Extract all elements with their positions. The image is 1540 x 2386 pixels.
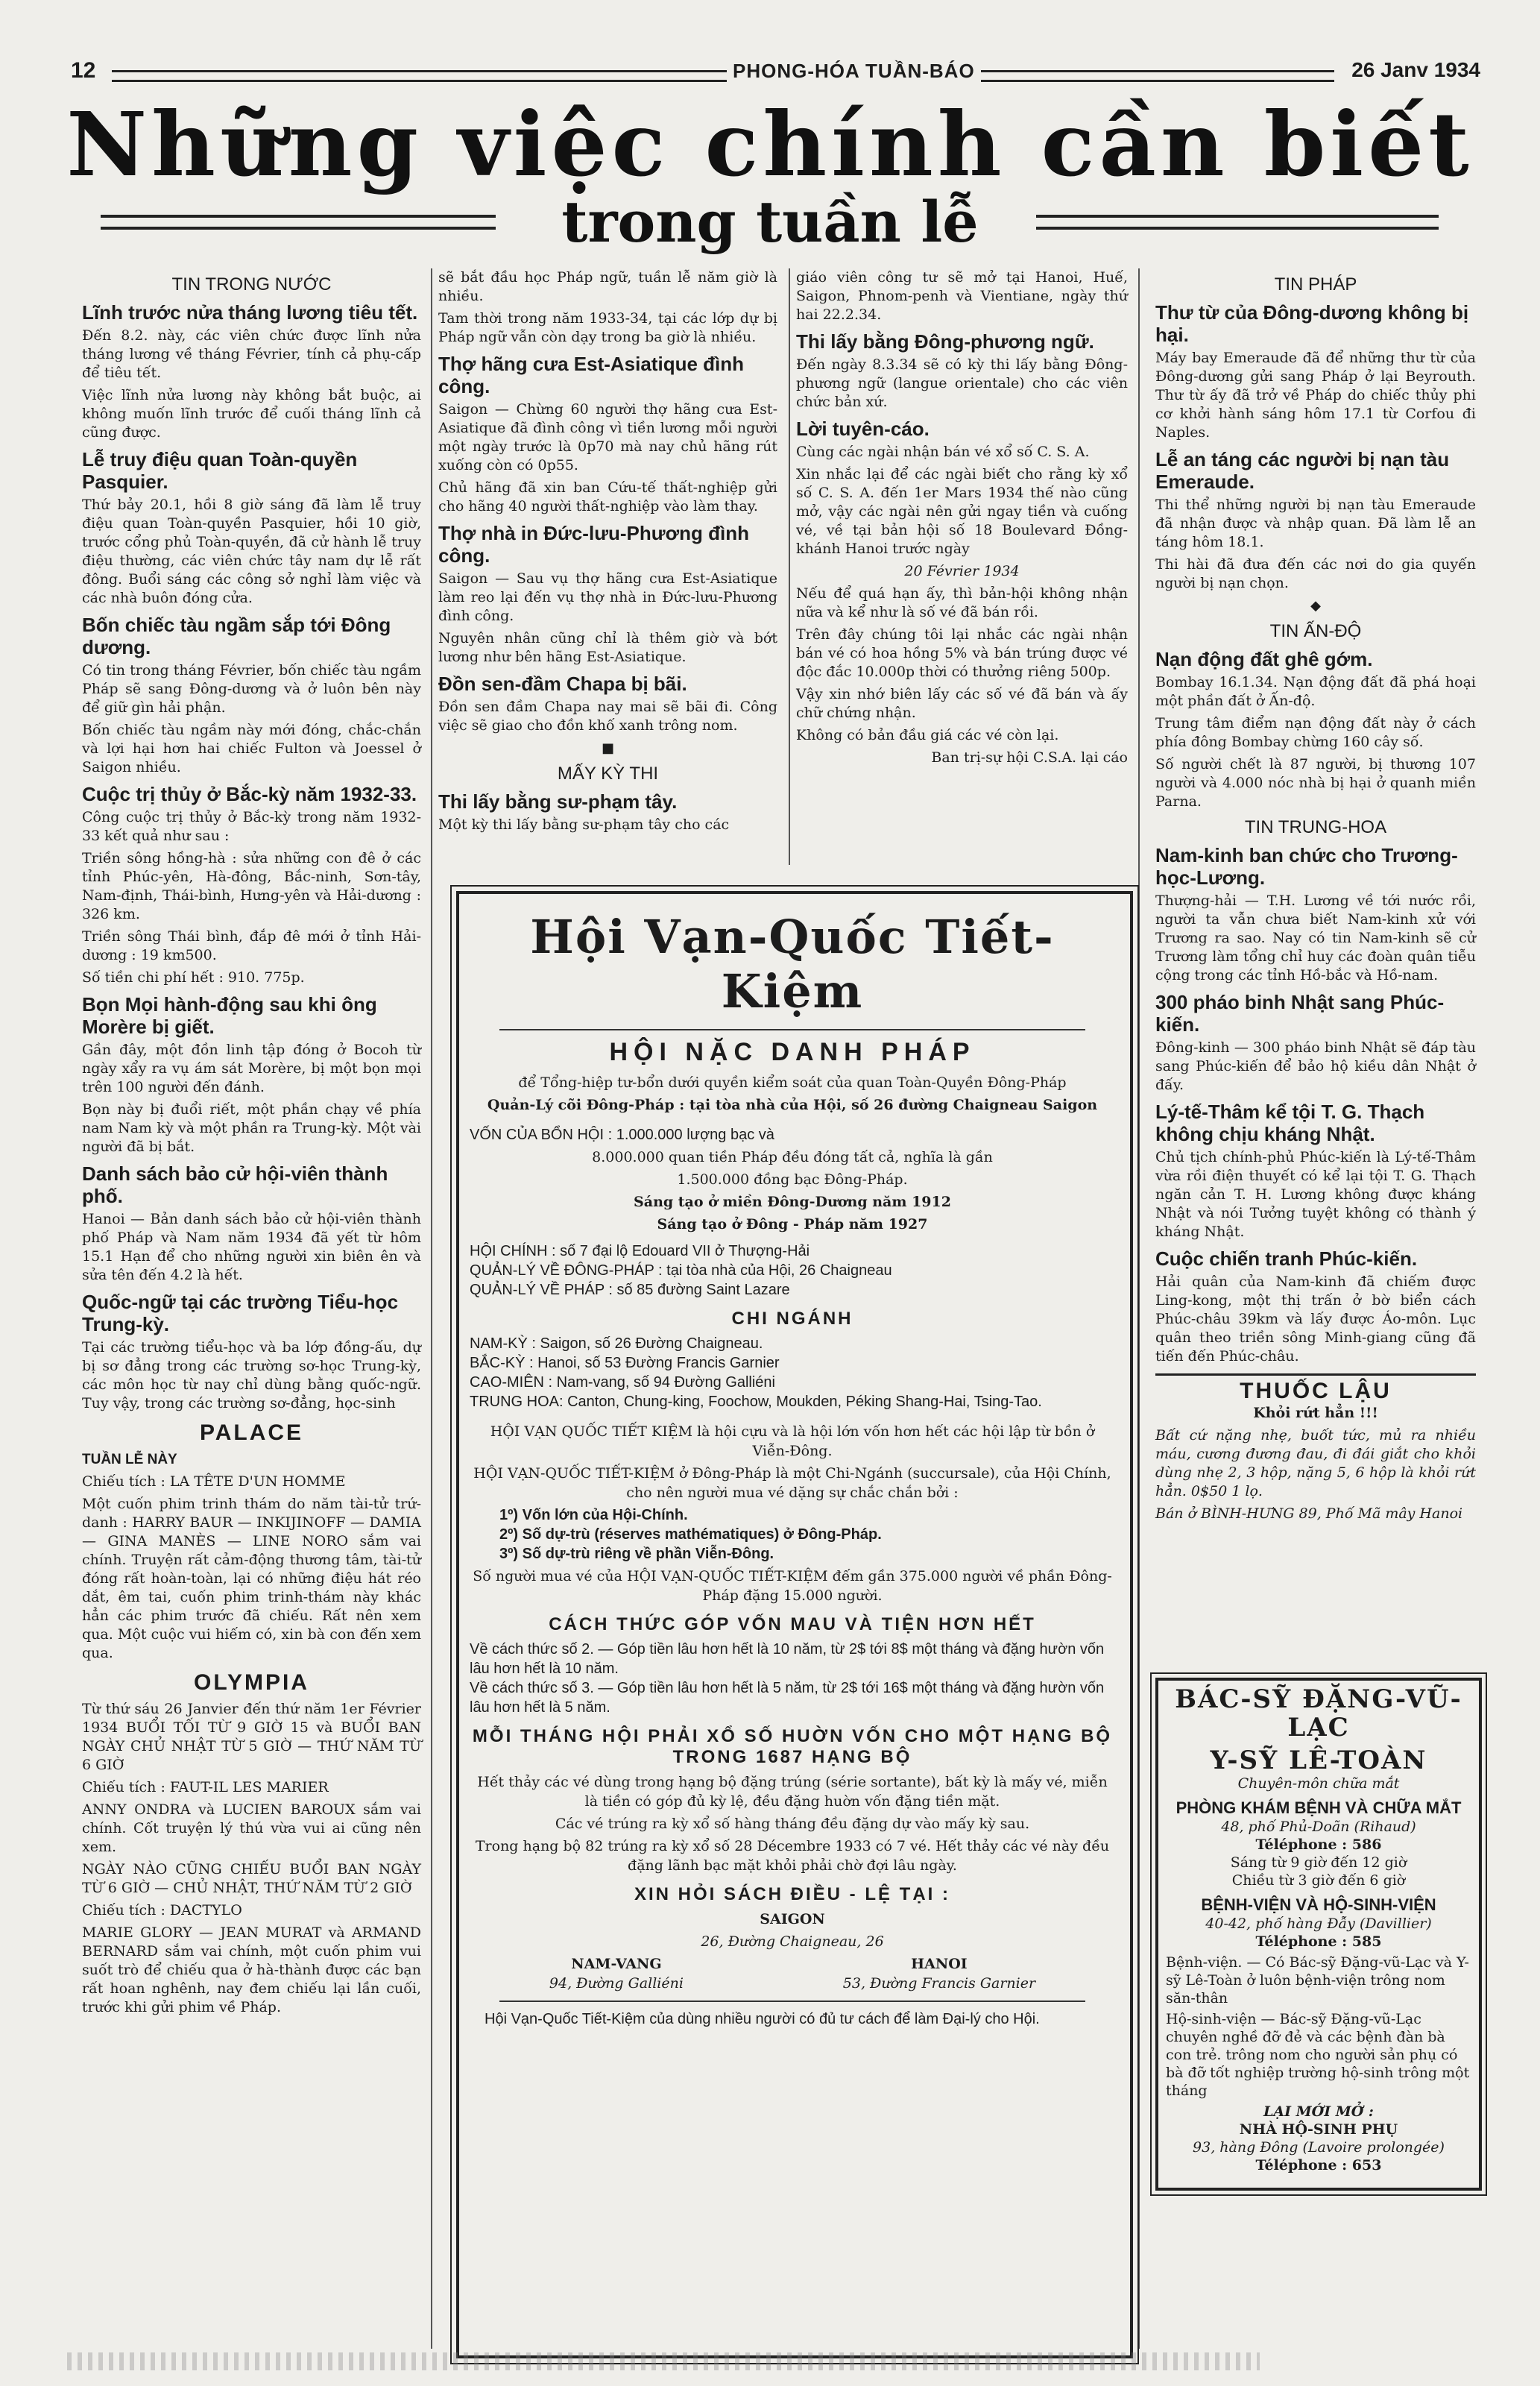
article-heading: Thư từ của Đông-dương không bị hại.: [1155, 301, 1469, 346]
article-text: Cùng các ngài nhận bán vé xổ số C. S. A.: [796, 444, 1090, 460]
article-text: Hanoi — Bản danh sách bảo cử hội-viên thành phố Pháp và Nam năm 1934 đã yết từ hôm 15.1 Hạn để cho những người xin biên ên và sửa tên đến 4.2 là hết.: [82, 1211, 421, 1283]
schedule-text: NGÀY NÀO CŨNG CHIẾU BUỔI BAN NGÀY TỪ 6 GIỜ — CHỦ NHẬT, THỨ NĂM TỪ 2 GIỜ: [82, 1861, 421, 1896]
schedule-text: Từ thứ sáu 26 Janvier đến thứ năm 1er Février 1934 BUỔI TỐI TỪ 9 GIỜ 15 và BUỔI BAN NGÀY CHỦ NHẬT TỪ 5 GIỜ — THỨ NĂM TỪ 6 GIỜ: [82, 1701, 421, 1773]
ad-list-item: 1º) Vốn lớn của Hội-Chính.: [499, 1507, 688, 1523]
ad-address-block: [549, 1954, 684, 1993]
page-footer-noise: [67, 2352, 1260, 2370]
article-text: Nguyên nhân cũng chỉ là thêm giờ và bớt lương như bên hãng Est-Asiatique.: [438, 630, 777, 665]
issue-date: 26 Janv 1934: [1344, 58, 1480, 82]
cinema-palace-title: PALACE: [199, 1420, 304, 1445]
article-text: Bombay 16.1.34. Nạn động đất đã phá hoại một phần đất ở Ấn-độ.: [1155, 674, 1476, 709]
page-header: [71, 58, 1480, 88]
article-heading: Thi lấy bằng Đông-phương ngữ.: [796, 330, 1094, 353]
specialty: Chuyên-môn chữa mắt: [1237, 1775, 1400, 1792]
article-text: Một kỳ thi lấy bằng sư-phạm tây cho các: [438, 816, 730, 833]
clinic-phone: Téléphone : 586: [1255, 1836, 1382, 1853]
hospital-phone: Téléphone : 585: [1255, 1933, 1382, 1950]
column-divider: [431, 268, 432, 2349]
article-heading: 300 pháo binh Nhật sang Phúc-kiến.: [1155, 991, 1445, 1036]
ad-paragraph: Trong hạng bộ 82 trúng ra kỳ xổ số 28 Décembre 1933 có 7 vé. Hết thảy các vé này đều đặng lãnh bạc mặt khỏi phải chờ đợi lâu ngày.: [475, 1838, 1110, 1874]
ad-heading: XIN HỎI SÁCH ĐIỀU - LỆ TẠI :: [634, 1884, 950, 1904]
hospital-title: BỆNH-VIỆN VÀ HỘ-SINH-VIỆN: [1201, 1895, 1436, 1914]
separator-icon: ■: [601, 740, 614, 756]
doctor-name: Y-SỸ LÊ-TOÀN: [1210, 1746, 1427, 1775]
ad-paragraph: Các vé trúng ra kỳ xổ số hàng tháng đều đặng dự vào mấy kỳ sau.: [555, 1816, 1030, 1832]
article-text: Thứ bảy 20.1, hồi 8 giờ sáng đã làm lễ truy điệu quan Toàn-quyền Pasquier, hồi 10 giờ, trước cổng phủ Toàn-quyền, đã cử hành lễ truy điệu thường, các viên chức tây nam dự lễ rất đông. Buổi sáng các công sở nghỉ làm việc và các nhà buôn đóng cửa.: [82, 497, 421, 606]
masthead: PHONG-HÓA TUẦN-BÁO: [727, 60, 981, 83]
article-heading: Lễ an táng các người bị nạn tàu Emeraude.: [1155, 448, 1450, 493]
article-heading: Danh sách bảo cử hội-viên thành phố.: [82, 1162, 388, 1207]
ad-heading: CÁCH THỨC GÓP VỐN MAU VÀ TIỆN HƠN HẾT: [549, 1614, 1036, 1634]
ad-line: 1.500.000 đồng bạc Đông-Pháp.: [677, 1171, 908, 1188]
ad-address-city: HANOI: [911, 1956, 968, 1972]
section-title: TIN ẤN-ĐỘ: [1269, 621, 1362, 641]
film-description: ANNY ONDRA và LUCIEN BAROUX sắm vai chính. Cốt truyện lý thú vừa vui ai cũng nên xem.: [82, 1801, 421, 1855]
article-text: Có tin trong tháng Février, bốn chiếc tàu ngầm Pháp sẽ sang Đông-dương và ở luôn bên này để giữ gìn hải phận.: [82, 662, 421, 716]
signature: Ban trị-sự hội C.S.A. lại cáo: [931, 749, 1128, 766]
separator-icon: ◆: [1310, 598, 1321, 614]
article-heading: Thợ hãng cưa Est-Asiatique đình công.: [438, 353, 745, 397]
article-text: Triền sông hồng-hà : sửa những con đê ở các tỉnh Phúc-yên, Hà-đông, Bắc-ninh, Sơn-tây, Nam-định, Thái-bình, Hưng-yên và Hải-dương : 326 km.: [82, 850, 421, 922]
article-text: Thượng-hải — T.H. Lương về tới nước rồi, người ta vẫn chưa biết Nam-kinh xử với Trương ra sao. Nay có tin Nam-kinh sẽ cử Trương làm tổng chỉ huy các đoàn quân tiễu cộng trong các tỉnh Hồ-bắc và Hồ-nam.: [1155, 893, 1476, 983]
article-text: Tam thời trong năm 1933-34, tại các lớp dự bị Pháp ngữ vẫn còn dạy trong ba giờ là nhiều.: [438, 310, 777, 345]
article-text: Không có bản đầu giá các vé còn lại.: [796, 727, 1059, 743]
article-text: Việc lĩnh nửa lương này không bắt buộc, ai không muốn lĩnh trước để cuối tháng lĩnh cả cũng được.: [82, 387, 421, 441]
maternity-text: Hộ-sinh-viện — Bác-sỹ Đặng-vũ-Lạc chuyên nghề đỡ đẻ và các bệnh đàn bà con trẻ. trông nom cho người sản phụ có bà đỡ tốt nghiệp trường hộ-sinh trông một tháng: [1166, 2011, 1470, 2099]
ad-rule: [499, 1029, 1085, 1030]
column-foreign-news: [1155, 268, 1476, 1527]
article-text: Triền sông Thái bình, đắp đê mới ở tỉnh Hải-dương : 19 km500.: [82, 928, 421, 963]
ad-heading: MỖI THÁNG HỘI PHẢI XỔ SỐ HUỜN VỐN CHO MỘT HẠNG BỘ TRONG 1687 HẠNG BỘ: [472, 1726, 1113, 1767]
article-heading: Thi lấy bằng sư-phạm tây.: [438, 790, 678, 813]
article-text: Saigon — Sau vụ thợ hãng cưa Est-Asiatique làm reo lại đến vụ thợ nhà in Đức-lưu-Phương đình công.: [438, 570, 777, 624]
medicine-ad-text: Bất cứ nặng nhẹ, buốt tức, mủ ra nhiều máu, cương đương đau, đi đái giắt cho khỏi dùng nhẹ 2, 3 hộp, nặng 5, 6 hộp là khỏi rứt hẳn. 0$50 1 lọ.: [1155, 1427, 1476, 1499]
article-text: Đồn sen đầm Chapa nay mai sẽ bãi đi. Công việc sẽ giao cho đồn khố xanh trông nom.: [438, 699, 777, 734]
article-text: Bọn này bị đuổi riết, một phần chạy về phía nam Nam kỳ và một phần ra Trung-kỳ. Một vài người đã bị bắt.: [82, 1101, 421, 1155]
article-heading: Lý-tế-Thâm kể tội T. G. Thạch không chịu kháng Nhật.: [1155, 1101, 1425, 1145]
section-title: MẤY KỲ THI: [557, 764, 659, 784]
article-heading: Cuộc trị thủy ở Bắc-kỳ năm 1932-33.: [82, 783, 417, 805]
savings-society-ad: [470, 902, 1115, 2029]
ad-branch: BẮC-KỲ : Hanoi, số 53 Đường Francis Garnier: [470, 1355, 780, 1371]
ad-paragraph: Hết thảy các vé dùng trong hạng bộ đặng trúng (série sortante), bất kỳ là mấy vé, miễn là tiền có góp đủ kỳ lệ, đều đặng huờn vốn đặng tiền mặt.: [477, 1774, 1108, 1810]
page-number: 12: [71, 58, 96, 83]
article-text: sẽ bắt đầu học Pháp ngữ, tuần lễ năm giờ là nhiều.: [438, 269, 777, 304]
article-text: Số người chết là 87 người, bị thương 107 người và 4.000 nóc nhà bị hại ở quanh miền Parna.: [1155, 756, 1476, 810]
clinic-hours: Chiều từ 3 giờ đến 6 giờ: [1231, 1872, 1406, 1889]
article-text: Xin nhắc lại để các ngài biết cho rằng kỳ xổ số C. S. A. đến 1er Mars 1934 thế nào cũng mở, vậy các ngài nên gửi ngay tiền và cuống vé, về tại bản hội số 18 Boulevard Đồng-khánh Hanoi trước ngày: [796, 466, 1128, 557]
ad-branch: TRUNG HOA: Canton, Chung-king, Foochow, Moukden, Péking Shang-Hai, Tsing-Tao.: [470, 1394, 1042, 1410]
film-title: Chiếu tích : LA TÊTE D'UN HOMME: [82, 1473, 346, 1490]
column-domestic-news: [82, 268, 421, 2021]
article-text: Thi hài đã đưa đến các nơi do gia quyến người bị nạn chọn.: [1155, 556, 1476, 591]
article-heading: Bốn chiếc tàu ngầm sắp tới Đông dương.: [82, 614, 391, 658]
ad-line: 8.000.000 quan tiền Pháp đều đóng tất cả, nghĩa là gần: [592, 1149, 993, 1165]
article-heading: Đồn sen-đầm Chapa bị bãi.: [438, 673, 687, 695]
ad-heading: CHI NGÁNH: [731, 1309, 853, 1329]
article-text: Vậy xin nhớ biên lấy các số vé đã bán và ấy chữ chứng nhận.: [796, 686, 1128, 721]
article-text: Đến 8.2. này, các viên chức được lĩnh nửa tháng lương về tháng Février, tính cả phụ-cấp để tiêu tết.: [82, 327, 421, 381]
doctor-name: BÁC-SỸ ĐẶNG-VŨ-LẠC: [1175, 1684, 1462, 1743]
clinic-hours: Sáng từ 9 giờ đến 12 giờ: [1230, 1854, 1407, 1871]
article-text: Chủ hãng đã xin ban Cứu-tế thất-nghiệp gửi cho hãng 40 người thất-nghiệp vào làm thay.: [438, 479, 777, 514]
maternity-title: NHÀ HỘ-SINH PHỤ: [1239, 2121, 1398, 2138]
headline: Những việc chính cần biết: [66, 92, 1474, 196]
cinema-olympia-title: OLYMPIA: [194, 1670, 309, 1695]
ad-address-row: [470, 1954, 1115, 1993]
ad-branch: NAM-KỲ : Saigon, số 26 Đường Chaigneau.: [470, 1335, 763, 1352]
article-text: Gần đây, một đồn linh tập đóng ở Bocoh từ ngày xẩy ra vụ ám sát Morère, bị một bọn mọi trên 100 người đến đánh.: [82, 1042, 421, 1095]
article-text: Nếu để quá hạn ấy, thì bản-hội không nhận nữa và kể như là số vé đã bán rồi.: [796, 585, 1128, 620]
ad-capital: VỐN CỦA BỔN HỘI : 1.000.000 lượng bạc và: [470, 1127, 774, 1143]
divider: [1155, 1373, 1476, 1376]
ad-rule: [499, 2001, 1085, 2002]
ad-line: Sáng tạo ở miền Đông-Dương năm 1912: [634, 1194, 951, 1210]
ad-address: 53, Đường Francis Garnier: [842, 1975, 1036, 1992]
article-text: Trung tâm điểm nạn động đất này ở cách phía đông Bombay chừng 160 cây số.: [1155, 715, 1476, 750]
header-rule: [112, 70, 1334, 82]
ad-line: để Tổng-hiệp tư-bổn dưới quyền kiểm soát của quan Toàn-Quyền Đông-Pháp: [518, 1074, 1067, 1091]
medicine-ad-slogan: Khỏi rứt hẳn !!!: [1253, 1405, 1378, 1421]
film-description: MARIE GLORY — JEAN MURAT và ARMAND BERNARD sắm vai chính, một cuốn phim vui suốt trò để chiếu qua ở hà-thành được các bạn rất hoan nghênh, nay đem chiếu lại lần cuối, trước khi gửi phim về Pháp.: [82, 1924, 421, 2015]
article-heading: Nạn động đất ghê gớm.: [1155, 648, 1373, 670]
maternity-address: 93, hàng Đông (Lavoire prolongée): [1193, 2139, 1445, 2156]
ad-line: QUẢN-LÝ VỀ PHÁP : số 85 đường Saint Lazare: [470, 1282, 790, 1298]
section-title: TIN TRUNG-HOA: [1244, 817, 1387, 837]
doctor-ad: [1155, 1678, 1482, 2191]
article-text: Đông-kinh — 300 pháo binh Nhật sẽ đáp tàu sang Phúc-kiến để bảo hộ kiều dân Nhật ở đấy.: [1155, 1039, 1476, 1093]
hospital-text: Bệnh-viện. — Có Bác-sỹ Đặng-vũ-Lạc và Y-sỹ Lê-Toàn ở luôn bệnh-viện trông nom săn-thân: [1166, 1954, 1469, 2006]
article-text: Công cuộc trị thủy ở Bắc-kỳ trong năm 1932-33 kết quả như sau :: [82, 809, 421, 844]
ad-title: Hội Vạn-Quốc Tiết-Kiệm: [530, 910, 1055, 1019]
ad-line: Quản-Lý cõi Đông-Pháp : tại tòa nhà của Hội, số 26 đường Chaigneau Saigon: [487, 1097, 1098, 1113]
ad-address-block: [843, 1954, 1035, 1993]
article-heading: Lễ truy điệu quan Toàn-quyền Pasquier.: [82, 448, 358, 493]
article-text: Đến ngày 8.3.34 sẽ có kỳ thi lấy bằng Đông-phương ngữ (langue orientale) cho các viên chức bản xứ.: [796, 356, 1128, 410]
article-heading: Cuộc chiến tranh Phúc-kiến.: [1155, 1247, 1418, 1270]
section-title: TIN PHÁP: [1274, 274, 1357, 295]
article-text: Số tiền chi phí hết : 910. 775p.: [82, 969, 305, 986]
section-title: TIN TRONG NƯỚC: [171, 274, 332, 295]
new-opening: LẠI MỚI MỞ :: [1263, 2103, 1374, 2120]
ad-address: 94, Đường Galliéni: [549, 1975, 684, 1992]
ad-address-city: NAM-VANG: [571, 1956, 662, 1972]
ad-address: 26, Đường Chaigneau, 26: [701, 1933, 884, 1950]
article-text: Trên đây chúng tôi lại nhắc các ngài nhận bán vé có hoa hồng 5% và bán trúng được vé độc đắc 10.000p thời có thưởng riêng 500p.: [796, 626, 1128, 680]
medicine-ad-title: THUỐC LẬU: [1240, 1379, 1392, 1403]
article-text: Chủ tịch chính-phủ Phúc-kiến là Lý-tế-Thâm vừa rồi điện thuyết có kể lại tội T. G. Thạch ngăn cản T. H. Lương không được kháng Nhật và nói Tưởng tuyệt không có thành ý kháng Nhật.: [1155, 1149, 1476, 1240]
article-heading: Lời tuyên-cáo.: [796, 418, 930, 440]
ad-line: Sáng tạo ở Đông - Pháp năm 1927: [657, 1216, 928, 1233]
article-text: Saigon — Chừng 60 người thợ hãng cưa Est-Asiatique đã đình công vì tiền lương mỗi người một ngày trước là 0p70 mà nay chủ hãng rút xuống còn có 0p55.: [438, 401, 777, 473]
film-title: Chiếu tích : DACTYLO: [82, 1902, 242, 1918]
ad-paragraph: Về cách thức số 2. — Góp tiền lâu hơn hết là 10 năm, từ 2$ tới 8$ một tháng và đặng hườn vốn lâu hơn hết là 10 năm.: [470, 1641, 1105, 1677]
article-heading: Nam-kinh ban chức cho Trương-học-Lương.: [1155, 844, 1458, 889]
ad-paragraph: Về cách thức số 3. — Góp tiền lâu hơn hết là 5 năm, từ 2$ tới 16$ một tháng và đặng hườn vốn lâu hơn hết là 5 năm.: [470, 1680, 1105, 1716]
article-text: Bốn chiếc tàu ngầm này mới đóng, chắc-chắn và lợi hại hơn hai chiếc Fulton và Joessel ở Saigon nhiều.: [82, 722, 421, 775]
deadline-date: 20 Février 1934: [904, 563, 1020, 579]
article-heading: Lĩnh trước nửa tháng lương tiêu tết.: [82, 301, 418, 324]
ad-line: HỘI CHÍNH : số 7 đại lộ Edouard VII ở Thượng-Hải: [470, 1243, 810, 1259]
film-description: Một cuốn phim trinh thám do năm tài-tử trứ-danh : HARRY BAUR — INKIJINOFF — DAMIA — GINA MANÈS — LINE NORO sắm vai chính. Truyện rất cảm-động thương tâm, tài-tử đóng rất hoàn-toàn, lại có những điệu hát réo dắt, êm tai, cuốn phim trinh-thám này khác hẳn các phim trước đã chiếu. Rất nên xem qua. Một cuộc vui hiếm có, xin bà con đến xem qua.: [82, 1496, 421, 1661]
article-text: giáo viên công tư sẽ mở tại Hanoi, Huế, Saigon, Phnom-penh và Vientiane, ngày thứ hai 22.2.34.: [796, 269, 1128, 323]
ad-subtitle: HỘI NẶC DANH PHÁP: [609, 1038, 976, 1066]
article-text: Máy bay Emeraude đã để những thư từ của Đông-dương gửi sang Pháp ở lại Beyrouth. Thư từ ấy đã trở về Pháp do chiếc thủy phi cơ khởi hành sáng hôm 17.1 từ Corfou đi Naples.: [1155, 350, 1476, 441]
column-news-3: [796, 268, 1128, 771]
article-text: Hải quân của Nam-kinh đã chiếm được Ling-kong, một thị trấn ở bờ biển cách Phúc-châu 39km và lấy được Áo-môn. Lục quân theo triền sông Minh-giang cũng đã tiến đến Phúc-châu.: [1155, 1274, 1476, 1364]
ad-branch: CAO-MIÊN : Nam-vang, số 94 Đường Galliéni: [470, 1374, 775, 1391]
this-week-label: TUẦN LỄ NÀY: [82, 1452, 177, 1467]
article-heading: Bọn Mọi hành-động sau khi ông Morère bị giết.: [82, 993, 377, 1038]
film-title: Chiếu tích : FAUT-IL LES MARIER: [82, 1779, 329, 1795]
hospital-address: 40-42, phố hàng Đẫy (Davillier): [1205, 1916, 1432, 1932]
maternity-phone: Téléphone : 653: [1255, 2157, 1382, 2173]
ad-address-city: SAIGON: [760, 1911, 825, 1927]
ad-list-item: 2º) Số dự-trù (réserves mathématiques) ở Đông-Pháp.: [499, 1526, 882, 1543]
ad-list-item: 3º) Số dự-trù riêng về phần Viễn-Đông.: [499, 1546, 774, 1562]
article-heading: Thợ nhà in Đức-lưu-Phương đình công.: [438, 522, 749, 567]
ad-footer: Hội Vạn-Quốc Tiết-Kiệm của dùng nhiều người có đủ tư cách để làm Đại-lý cho Hội.: [485, 2011, 1040, 2027]
article-text: Thi thể những người bị nạn tàu Emeraude đã nhận được và nhập quan. Đã làm lễ an táng hôm 18.1.: [1155, 497, 1476, 550]
ad-paragraph: HỘI VẠN QUỐC TIẾT KIỆM là hội cựu và là hội lớn vốn hơn hết các hội lập từ bồn ở Viễn-Đông.: [490, 1423, 1095, 1459]
column-divider: [789, 268, 790, 865]
column-divider: [1138, 268, 1140, 2349]
ad-paragraph: Số người mua vé của HỘI VẠN-QUỐC TIẾT-KIỆM đếm gần 375.000 người về phần Đông-Pháp đặng 15.000 người.: [473, 1568, 1112, 1604]
medicine-ad-address: Bán ở BÌNH-HƯNG 89, Phố Mã mây Hanoi: [1155, 1505, 1463, 1522]
article-text: Tại các trường tiểu-học và ba lớp đồng-ấu, dự bị sơ đẳng trong các trường sơ-học Trung-kỳ, các môn học từ nay chỉ dùng bằng quốc-ngữ. Tuy vậy, trong các trường sơ-đẳng, học-sinh: [82, 1339, 421, 1411]
clinic-address: 48, phố Phủ-Doãn (Rihaud): [1221, 1819, 1416, 1835]
subheadline: trong tuần lễ: [561, 189, 979, 255]
ad-line: QUẢN-LÝ VỀ ĐÔNG-PHÁP : tại tòa nhà của Hội, 26 Chaigneau: [470, 1262, 892, 1279]
clinic-title: PHÒNG KHÁM BỆNH VÀ CHỮA MẮT: [1175, 1798, 1462, 1817]
ad-paragraph: HỘI VẠN-QUỐC TIẾT-KIỆM ở Đông-Pháp là một Chi-Ngánh (succursale), của Hội Chính, cho nên người mua vé dặng sự chắc chắn bởi :: [473, 1465, 1111, 1501]
article-heading: Quốc-ngữ tại các trường Tiểu-học Trung-kỳ.: [82, 1291, 399, 1335]
column-news-2: [438, 268, 777, 838]
